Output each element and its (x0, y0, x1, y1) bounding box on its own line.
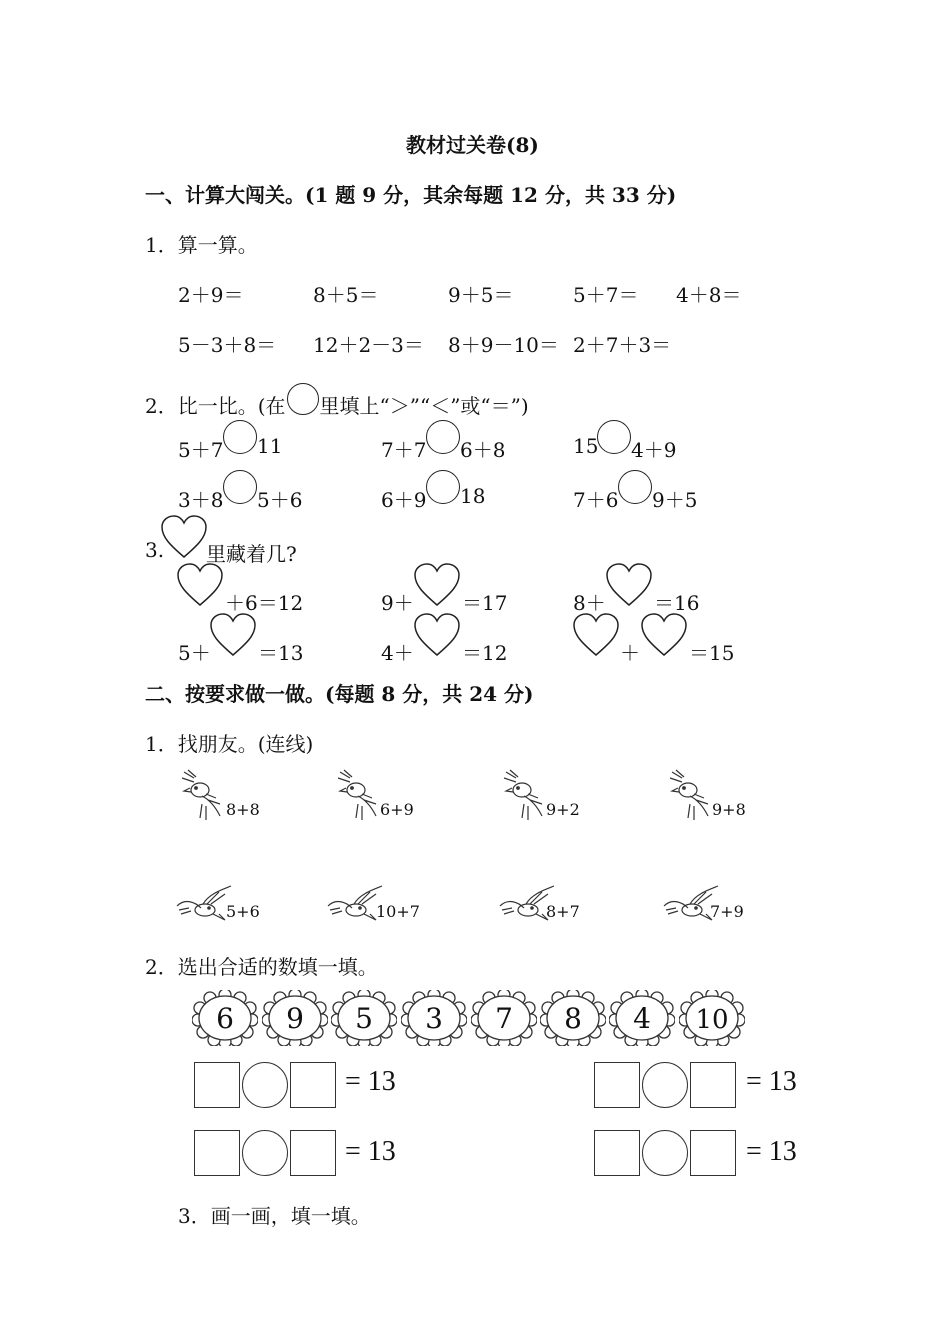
flower-number-badge (679, 990, 745, 1046)
flower-number: 4 (633, 1002, 651, 1035)
heart-eq-pre: 8＋ (573, 591, 606, 615)
flower-number-badge (262, 990, 328, 1046)
heart-eq-post: ＝12 (462, 641, 508, 665)
answer-box[interactable] (690, 1062, 736, 1108)
answer-box[interactable] (194, 1062, 240, 1108)
compare-right: 4＋9 (631, 438, 677, 462)
compare-circle[interactable] (426, 470, 460, 504)
heart-eq-post: ＝15 (689, 641, 735, 665)
flower-number-badge (192, 990, 258, 1046)
flower-number-badge (331, 990, 397, 1046)
bird-icon (502, 768, 552, 822)
calc-item: 4＋8＝ (676, 283, 742, 307)
q1-2-label-post: 里填上“＞”“＜”或“＝”) (319, 394, 529, 418)
compare-left: 7＋7 (381, 438, 427, 462)
page-title: 教材过关卷(8) (406, 133, 539, 157)
compare-circle[interactable] (597, 420, 631, 454)
equation-result: = 13 (345, 1066, 396, 1097)
q1-2-label-pre: 2．比一比。(在 (145, 394, 286, 418)
bird-label: 7+9 (710, 902, 744, 921)
operator-circle[interactable] (642, 1130, 688, 1176)
heart-icon[interactable] (176, 563, 224, 607)
compare-left: 15 (573, 434, 599, 458)
operator-circle[interactable] (242, 1130, 288, 1176)
q2-2-label: 2．选出合适的数填一填。 (145, 955, 378, 979)
answer-box[interactable] (594, 1130, 640, 1176)
heart-icon[interactable] (413, 613, 461, 657)
compare-left: 5＋7 (178, 438, 224, 462)
flower-number-badge (609, 990, 675, 1046)
bird-label: 9+8 (712, 800, 746, 819)
q1-1-label: 1．算一算。 (145, 233, 258, 257)
heart-icon[interactable] (209, 613, 257, 657)
answer-box[interactable] (290, 1130, 336, 1176)
q1-2-label (145, 383, 529, 419)
operator-circle[interactable] (642, 1062, 688, 1108)
answer-circle-icon (287, 383, 319, 415)
bird-label: 10+7 (376, 902, 420, 921)
compare-right: 6＋8 (460, 438, 506, 462)
compare-left: 6＋9 (381, 488, 427, 512)
calc-item: 9＋5＝ (448, 283, 514, 307)
q2-1-label: 1．找朋友。(连线) (145, 732, 314, 756)
calc-item: 2＋7＋3＝ (573, 333, 672, 357)
compare-circle[interactable] (426, 420, 460, 454)
q1-3-label-pre: 3. (145, 538, 165, 562)
heart-eq-pre: 4＋ (381, 641, 414, 665)
heart-eq-post: ＋6＝12 (225, 591, 304, 615)
calc-item: 5－3＋8＝ (178, 333, 277, 357)
bird-icon (668, 768, 718, 822)
heart-eq-pre: 5＋ (178, 641, 211, 665)
flower-number-badge (471, 990, 537, 1046)
heart-icon[interactable] (605, 563, 653, 607)
compare-right: 5＋6 (257, 488, 303, 512)
heart-icon (160, 515, 208, 559)
equation-result: = 13 (746, 1136, 797, 1167)
heart-icon[interactable] (640, 613, 688, 657)
flower-number-badge (401, 990, 467, 1046)
bird-label: 9+2 (546, 800, 580, 819)
heart-eq-post: ＝13 (258, 641, 304, 665)
flower-number: 10 (695, 1005, 729, 1035)
flower-number: 7 (495, 1002, 513, 1035)
bird-label: 5+6 (226, 902, 260, 921)
operator-circle[interactable] (242, 1062, 288, 1108)
heart-icon[interactable] (572, 613, 620, 657)
answer-box[interactable] (194, 1130, 240, 1176)
answer-box[interactable] (290, 1062, 336, 1108)
section-2-heading: 二、按要求做一做。(每题 8 分，共 24 分) (145, 682, 534, 706)
bird-icon (336, 768, 386, 822)
bird-label: 6+9 (380, 800, 414, 819)
compare-right: 18 (460, 484, 486, 508)
calc-item: 5＋7＝ (573, 283, 639, 307)
compare-left: 7＋6 (573, 488, 619, 512)
flower-number: 6 (216, 1002, 234, 1035)
heart-eq-pre: 9＋ (381, 591, 414, 615)
equation-result: = 13 (345, 1136, 396, 1167)
bird-icon (180, 768, 230, 822)
compare-right: 11 (257, 434, 283, 458)
flower-number: 8 (564, 1002, 582, 1035)
heart-eq-mid: ＋ (620, 641, 640, 665)
compare-circle[interactable] (223, 470, 257, 504)
compare-circle[interactable] (618, 470, 652, 504)
compare-right: 9＋5 (652, 488, 698, 512)
calc-item: 12＋2－3＝ (313, 333, 424, 357)
calc-item: 8＋5＝ (313, 283, 379, 307)
calc-item: 2＋9＝ (178, 283, 244, 307)
flower-number-badge (540, 990, 606, 1046)
heart-eq-post: ＝16 (654, 591, 700, 615)
bird-label: 8+7 (546, 902, 580, 921)
compare-circle[interactable] (223, 420, 257, 454)
bird-label: 8+8 (226, 800, 260, 819)
q2-3-label: 3．画一画，填一填。 (178, 1204, 371, 1228)
flower-number: 3 (425, 1002, 443, 1035)
flower-number: 5 (355, 1002, 373, 1035)
section-1-heading: 一、计算大闯关。(1 题 9 分，其余每题 12 分，共 33 分) (145, 183, 677, 207)
flower-number: 9 (286, 1002, 304, 1035)
equation-result: = 13 (746, 1066, 797, 1097)
answer-box[interactable] (594, 1062, 640, 1108)
calc-item: 8＋9－10＝ (448, 333, 559, 357)
compare-left: 3＋8 (178, 488, 224, 512)
heart-icon[interactable] (413, 563, 461, 607)
heart-eq-post: ＝17 (462, 591, 508, 615)
answer-box[interactable] (690, 1130, 736, 1176)
q1-3-label-post: 里藏着几? (206, 542, 297, 566)
